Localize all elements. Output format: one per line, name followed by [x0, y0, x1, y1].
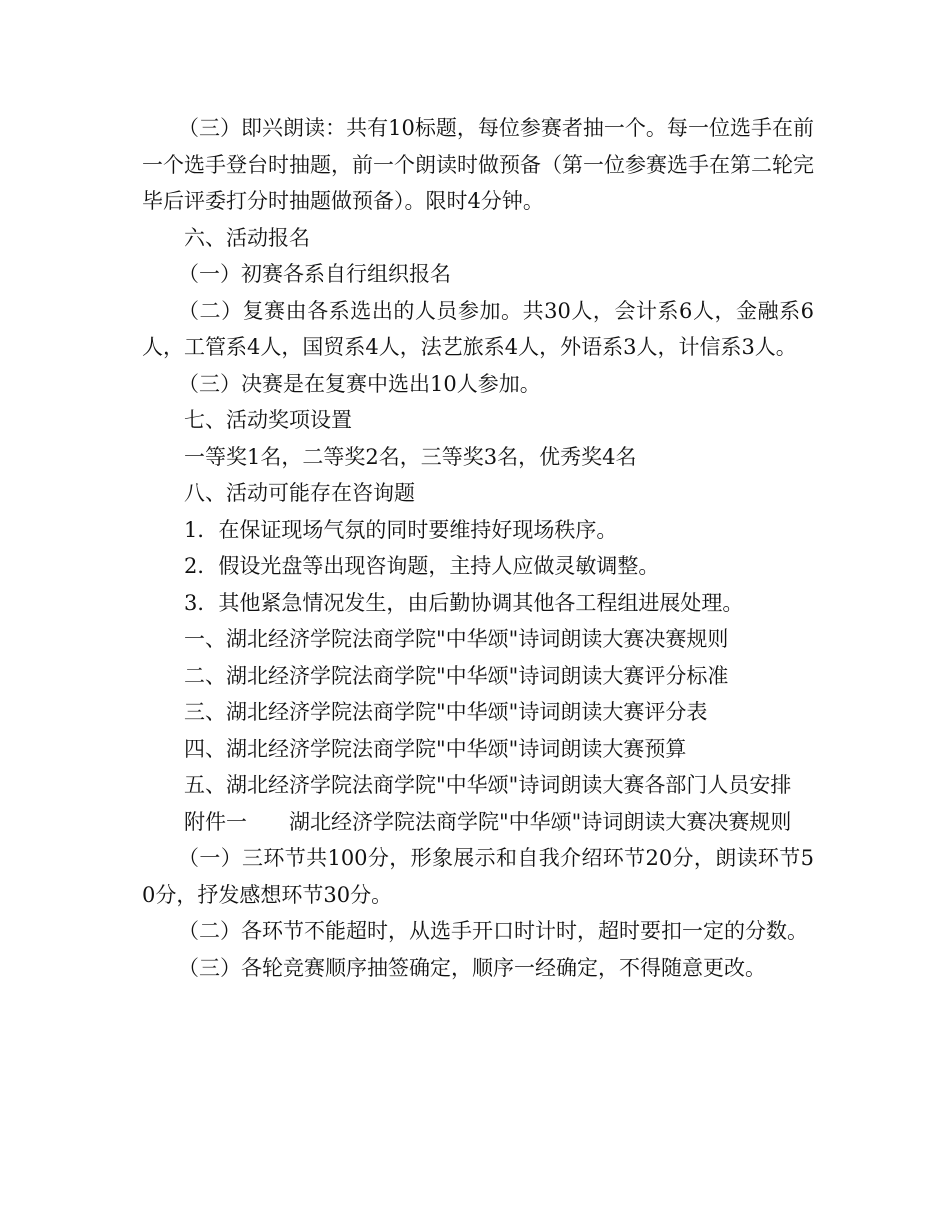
document-body: [142, 110, 814, 986]
list-item-issue-1: 1．在保证现场气氛的同时要维持好现场秩序。: [184, 517, 618, 542]
heading-registration: 六、活动报名: [184, 225, 310, 250]
paragraph-rule-order: （三）各轮竞赛顺序抽签确定，顺序一经确定，不得随意更改。: [178, 955, 766, 980]
heading-awards: 七、活动奖项设置: [184, 408, 352, 432]
attachment-item-2: 二、湖北经济学院法商学院"中华颂"诗词朗读大赛评分标准: [184, 663, 729, 688]
paragraph-semifinal: （二）复赛由各系选出的人员参加。共30人，会计系6人，金融系6人，工管系4人，国贸系4人，法艺旅系4人，外语系3人，计信系3人。: [142, 298, 814, 359]
paragraph-rule-timing: （二）各环节不能超时，从选手开口时计时，超时要扣一定的分数。: [178, 919, 808, 943]
list-item-issue-3: 3．其他紧急情况发生，由后勤协调其他各工程组进展处理。: [184, 590, 744, 615]
heading-attachment-one: 附件一 湖北经济学院法商学院"中华颂"诗词朗读大赛决赛规则: [184, 809, 792, 834]
attachment-item-5: 五、湖北经济学院法商学院"中华颂"诗词朗读大赛各部门人员安排: [184, 773, 792, 797]
paragraph-preliminary: （一）初赛各系自行组织报名: [178, 262, 451, 286]
paragraph-rule-scoring: （一）三环节共100分，形象展示和自我介绍环节20分，朗读环节50分，抒发感想环节30分。: [142, 846, 814, 907]
paragraph-award-list: 一等奖1名，二等奖2名，三等奖3名，优秀奖4名: [184, 444, 637, 469]
paragraph-final: （三）决赛是在复赛中选出10人参加。: [178, 371, 541, 396]
heading-issues: 八、活动可能存在咨询题: [184, 481, 415, 505]
attachment-item-3: 三、湖北经济学院法商学院"中华颂"诗词朗读大赛评分表: [184, 700, 708, 724]
attachment-item-1: 一、湖北经济学院法商学院"中华颂"诗词朗读大赛决赛规则: [184, 627, 729, 651]
paragraph-impromptu-reading: （三）即兴朗读：共有10标题，每位参赛者抽一个。每一位选手在前一个选手登台时抽题，前一个朗读时做预备（第一位参赛选手在第二轮完毕后评委打分时抽题做预备）。限时4分钟。: [142, 116, 814, 213]
list-item-issue-2: 2．假设光盘等出现咨询题，主持人应做灵敏调整。: [184, 554, 660, 578]
attachment-item-4: 四、湖北经济学院法商学院"中华颂"诗词朗读大赛预算: [184, 736, 687, 761]
